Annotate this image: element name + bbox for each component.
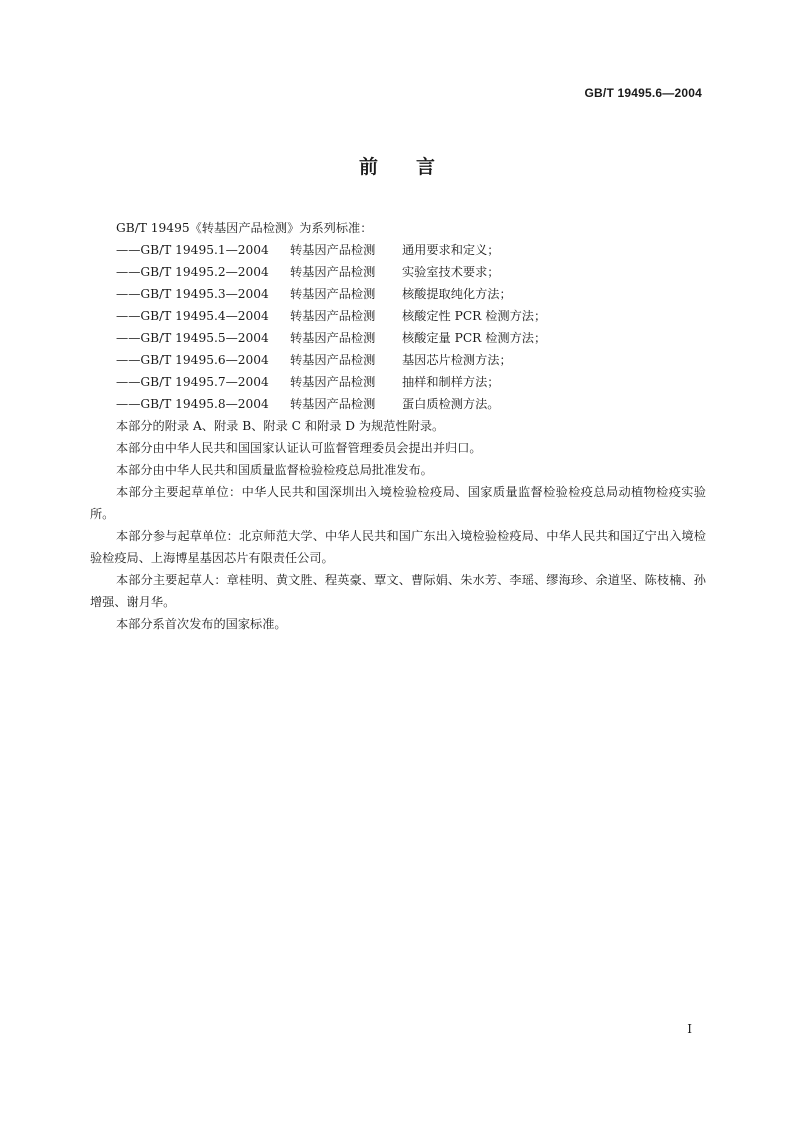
part-desc: 通用要求和定义； — [402, 243, 500, 257]
part-code: ——GB/T 19495.7—2004 — [116, 375, 269, 389]
part-desc: 实验室技术要求； — [402, 265, 500, 279]
part-desc: 核酸定量 PCR 检测方法； — [402, 331, 547, 345]
part-name: 转基因产品检测 — [290, 243, 376, 257]
approval-statement: 本部分由中华人民共和国质量监督检验检疫总局批准发布。 — [116, 463, 433, 477]
annex-statement: 本部分的附录 A、附录 B、附录 C 和附录 D 为规范性附录。 — [116, 419, 445, 433]
series-part-item — [90, 393, 706, 415]
part-desc: 基因芯片检测方法； — [402, 353, 512, 367]
part-name: 转基因产品检测 — [290, 375, 376, 389]
part-code: ——GB/T 19495.1—2004 — [116, 243, 269, 257]
series-part-item — [90, 305, 706, 327]
page-title: 前言 — [358, 156, 473, 178]
series-part-item — [90, 261, 706, 283]
part-code: ——GB/T 19495.5—2004 — [116, 331, 269, 345]
part-name: 转基因产品检测 — [290, 265, 376, 279]
part-code: ——GB/T 19495.2—2004 — [116, 265, 269, 279]
part-desc: 核酸定性 PCR 检测方法； — [402, 309, 547, 323]
part-code: ——GB/T 19495.6—2004 — [116, 353, 269, 367]
participating-drafting-units: 本部分参与起草单位：北京师范大学、中华人民共和国广东出入境检验检疫局、中华人民共和国辽宁出入境检验检疫局、上海博星基因芯片有限责任公司。 — [90, 529, 706, 565]
part-desc: 蛋白质检测方法。 — [402, 397, 500, 411]
part-name: 转基因产品检测 — [290, 353, 376, 367]
standard-code-header: GB/T 19495.6—2004 — [584, 86, 702, 100]
part-code: ——GB/T 19495.8—2004 — [116, 397, 269, 411]
series-part-item — [90, 327, 706, 349]
series-part-item — [90, 349, 706, 371]
part-desc: 抽样和制样方法； — [402, 375, 500, 389]
foreword-body — [90, 217, 706, 635]
part-code: ——GB/T 19495.3—2004 — [116, 287, 269, 301]
part-name: 转基因产品检测 — [290, 331, 376, 345]
part-code: ——GB/T 19495.4—2004 — [116, 309, 269, 323]
first-release-statement: 本部分系首次发布的国家标准。 — [116, 617, 287, 631]
page-number: I — [687, 1022, 692, 1036]
main-drafters: 本部分主要起草人：章桂明、黄文胜、程英豪、覃文、曹际娟、朱水芳、李瑶、缪海珍、余道坚、陈枝楠、孙增强、谢月华。 — [90, 573, 706, 609]
proposer-statement: 本部分由中华人民共和国国家认证认可监督管理委员会提出并归口。 — [116, 441, 482, 455]
part-desc: 核酸提取纯化方法； — [402, 287, 512, 301]
series-part-item — [90, 371, 706, 393]
part-name: 转基因产品检测 — [290, 309, 376, 323]
part-name: 转基因产品检测 — [290, 397, 376, 411]
main-drafting-units: 本部分主要起草单位：中华人民共和国深圳出入境检验检疫局、国家质量监督检验检疫总局动植物检疫实验所。 — [90, 485, 706, 521]
part-name: 转基因产品检测 — [290, 287, 376, 301]
series-part-item — [90, 283, 706, 305]
series-intro: GB/T 19495《转基因产品检测》为系列标准： — [116, 221, 373, 235]
series-part-item — [90, 239, 706, 261]
